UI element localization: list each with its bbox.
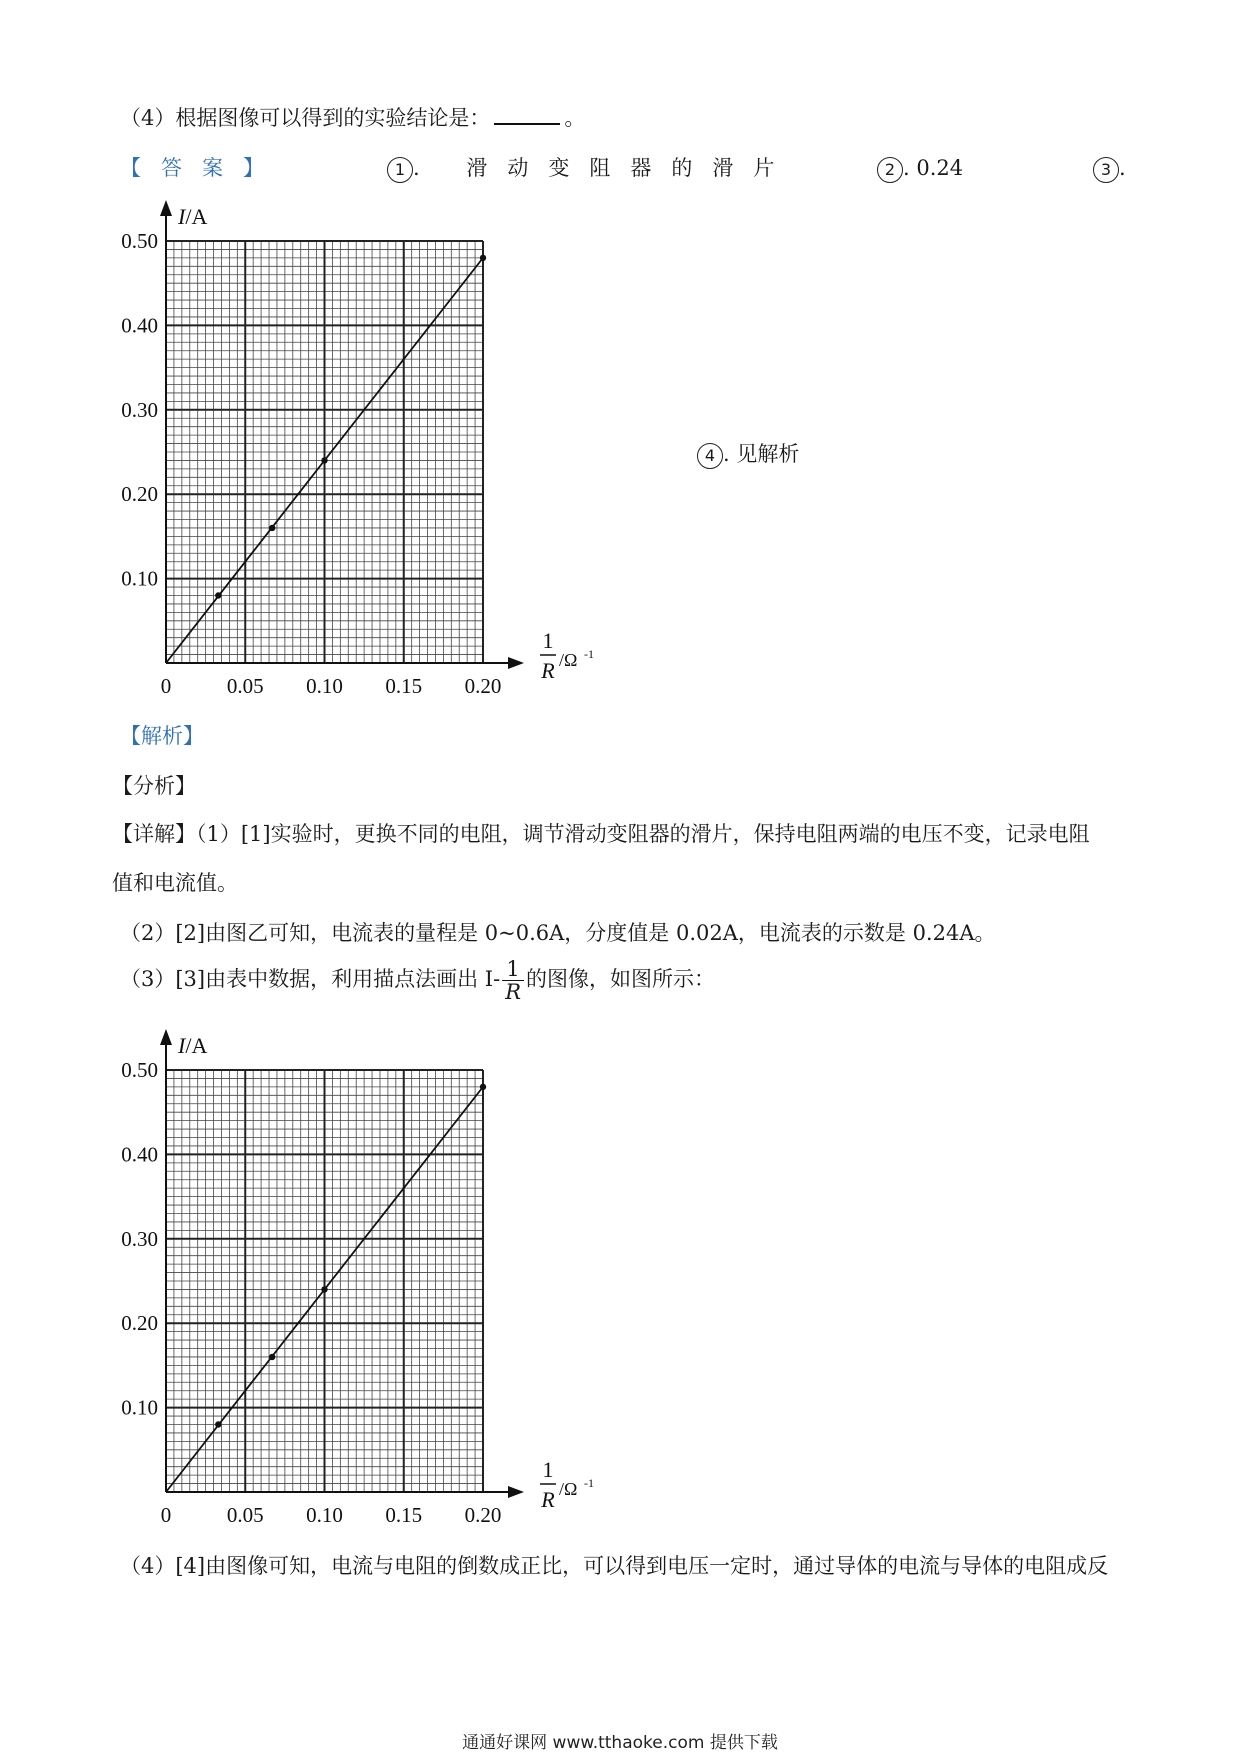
circled-number-2: 2 [877, 157, 903, 183]
detail-paragraph-line-1: 【详解】（1）[1]实验时，更换不同的电阻，调节滑动变阻器的滑片，保持电阻两端的电压不变，记录电阻 [112, 822, 1090, 846]
x-axis-label-numerator: 1 [542, 628, 554, 653]
x-tick-label: 0.10 [306, 1503, 343, 1527]
answer-blank [494, 105, 560, 125]
fenxi-label: 【分析】 [112, 774, 196, 798]
y-axis-arrow [160, 200, 172, 216]
question-4-end: 。 [564, 106, 586, 130]
detail-line-4-post: 的图像，如图所示： [526, 967, 715, 991]
x-origin-label: 0 [160, 674, 172, 698]
answer-item-2 [877, 154, 963, 183]
y-axis-label [177, 1033, 207, 1058]
current-vs-reciprocal-resistance-chart-2 [100, 1025, 620, 1535]
y-axis-label-symbol: I [178, 1033, 186, 1058]
y-tick-label: 0.20 [121, 1311, 158, 1336]
x-axis-label-denominator: R [541, 658, 555, 683]
x-axis-label-unit: /Ω [559, 1479, 578, 1499]
data-point [321, 457, 327, 463]
answer-1-text: . 滑动变阻器的滑片 [413, 156, 795, 180]
y-tick-label: 0.30 [121, 1226, 158, 1251]
x-axis-label-exponent: -1 [584, 647, 594, 661]
answer-item-4 [697, 440, 799, 469]
x-tick-label: 0.20 [464, 674, 502, 698]
circled-number-4: 4 [697, 443, 723, 469]
analysis-label: 【解析】 [120, 724, 204, 748]
x-tick-label: 0.10 [306, 674, 343, 698]
y-axis-label [177, 204, 207, 229]
x-axis-label-numerator: 1 [542, 1457, 554, 1482]
x-tick-label: 0.05 [226, 674, 264, 698]
detail-paragraph-line-3: （2）[2]由图乙可知，电流表的量程是 0~0.6A，分度值是 0.02A，电流表的示数是 0.24A。 [120, 921, 996, 945]
fraction-numerator: 1 [502, 958, 524, 981]
answer-item-3 [1093, 154, 1126, 183]
circled-number-3: 3 [1093, 157, 1119, 183]
data-point [321, 1286, 327, 1292]
detail-paragraph-line-2: 值和电流值。 [112, 871, 238, 895]
question-4 [120, 104, 585, 132]
y-tick-label: 0.40 [121, 313, 158, 338]
current-vs-reciprocal-resistance-chart-1 [100, 196, 620, 706]
detail-paragraph-line-5: （4）[4]由图像可知，电流与电阻的倒数成正比，可以得到电压一定时，通过导体的电流与导体的电阻成反 [120, 1554, 1109, 1578]
fraction-denominator: R [505, 980, 521, 1004]
y-tick-label: 0.10 [121, 566, 158, 591]
y-tick-label: 0.20 [121, 482, 158, 507]
x-tick-label: 0.05 [226, 1503, 264, 1527]
y-tick-label: 0.10 [121, 1395, 158, 1420]
data-point [269, 1354, 275, 1360]
x-tick-label: 0.20 [464, 1503, 502, 1527]
x-origin-label: 0 [160, 1503, 172, 1527]
detail-line-4-pre: （3）[3]由表中数据，利用描点法画出 I- [120, 967, 501, 991]
circled-number-1: 1 [387, 157, 413, 183]
question-4-text: （4）根据图像可以得到的实验结论是： [120, 106, 491, 130]
answer-label: 【答案】 [120, 156, 284, 180]
x-axis-label-unit: /Ω [559, 650, 578, 670]
x-axis-label-denominator: R [541, 1487, 555, 1512]
data-point [269, 525, 275, 531]
y-tick-label: 0.50 [121, 229, 158, 253]
data-point [215, 592, 221, 598]
answer-4-text: . 见解析 [723, 442, 800, 466]
data-point [480, 255, 486, 261]
y-axis-label-unit: /A [185, 1033, 208, 1058]
y-axis-arrow [160, 1029, 172, 1045]
data-point [480, 1084, 486, 1090]
x-axis-label-exponent: -1 [584, 1476, 594, 1490]
y-axis-label-symbol: I [178, 204, 186, 229]
inline-fraction [502, 958, 524, 1003]
y-tick-label: 0.40 [121, 1142, 158, 1167]
y-tick-label: 0.30 [121, 397, 158, 422]
x-axis-arrow [508, 657, 524, 669]
x-tick-label: 0.15 [385, 674, 423, 698]
x-tick-label: 0.15 [385, 1503, 423, 1527]
data-point [215, 1421, 221, 1427]
answer-3-text: . [1119, 156, 1126, 180]
x-axis-arrow [508, 1486, 524, 1498]
y-axis-label-unit: /A [185, 204, 208, 229]
y-tick-label: 0.50 [121, 1058, 158, 1082]
answer-item-1 [387, 154, 794, 183]
page-footer: 通通好课网 www.tthaoke.com 提供下载 [462, 1733, 778, 1753]
answer-2-text: . 0.24 [903, 156, 964, 180]
detail-paragraph-line-4 [120, 958, 715, 1003]
